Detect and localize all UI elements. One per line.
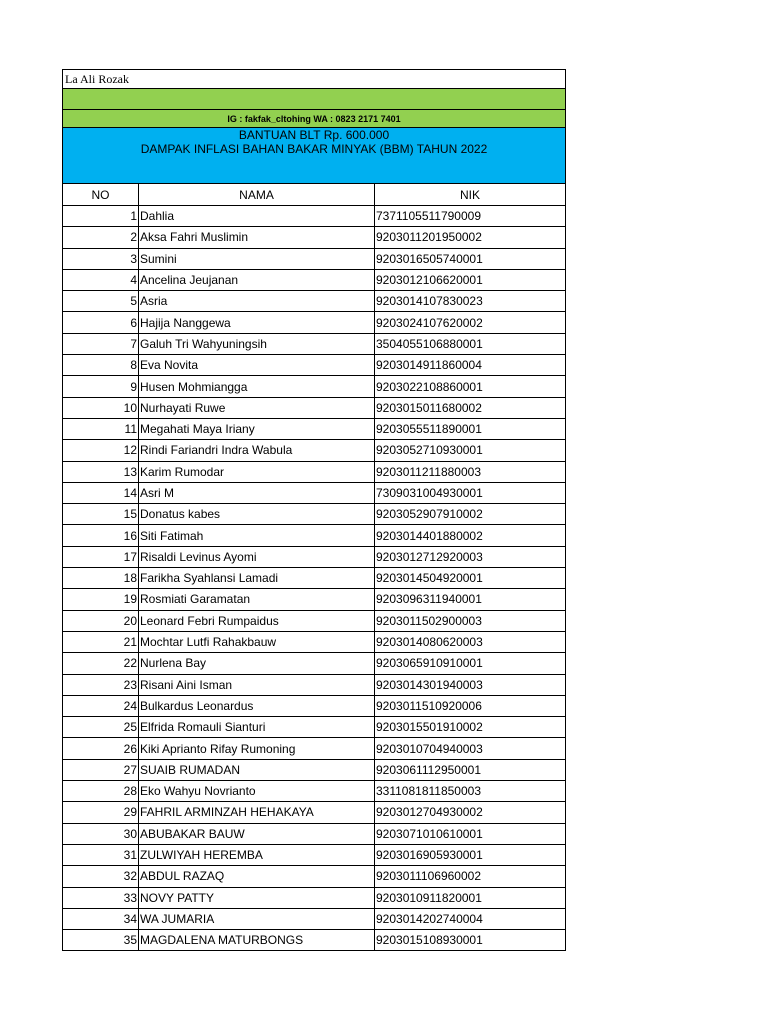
table-row — [63, 418, 566, 439]
nik-cell[interactable]: 9203014080620003 — [375, 631, 566, 652]
nik-cell[interactable]: 9203065910910001 — [375, 653, 566, 674]
no-cell[interactable]: 30 — [63, 823, 139, 844]
nik-cell[interactable]: 9203052907910002 — [375, 504, 566, 525]
table-row — [63, 908, 566, 929]
nama-cell[interactable]: Farikha Syahlansi Lamadi — [139, 568, 375, 589]
nik-cell[interactable]: 9203012106620001 — [375, 269, 566, 290]
nik-cell[interactable]: 9203071010610001 — [375, 823, 566, 844]
table-row — [63, 206, 566, 227]
no-cell[interactable]: 25 — [63, 717, 139, 738]
table-row — [63, 823, 566, 844]
nama-cell[interactable]: Leonard Febri Rumpaidus — [139, 610, 375, 631]
no-cell[interactable]: 10 — [63, 397, 139, 418]
table-row — [63, 440, 566, 461]
nama-cell[interactable]: Siti Fatimah — [139, 525, 375, 546]
table-row — [63, 738, 566, 759]
table-row — [63, 397, 566, 418]
nama-cell[interactable]: Dahlia — [139, 206, 375, 227]
green-blank-row — [63, 89, 566, 110]
nama-cell[interactable]: NOVY PATTY — [139, 887, 375, 908]
nik-cell[interactable]: 9203014504920001 — [375, 568, 566, 589]
no-cell[interactable]: 29 — [63, 802, 139, 823]
nama-cell[interactable]: MAGDALENA MATURBONGS — [139, 930, 375, 951]
nik-cell[interactable]: 9203052710930001 — [375, 440, 566, 461]
table-row — [63, 866, 566, 887]
no-cell[interactable]: 33 — [63, 887, 139, 908]
nama-cell[interactable]: Bulkardus Leonardus — [139, 695, 375, 716]
nik-cell[interactable]: 9203010704940003 — [375, 738, 566, 759]
nama-cell[interactable]: Megahati Maya Iriany — [139, 418, 375, 439]
table-row — [63, 887, 566, 908]
nama-cell[interactable]: Galuh Tri Wahyuningsih — [139, 333, 375, 354]
table-row — [63, 631, 566, 652]
nik-cell[interactable]: 9203015108930001 — [375, 930, 566, 951]
table-row — [63, 376, 566, 397]
no-cell[interactable]: 23 — [63, 674, 139, 695]
contact-row — [63, 110, 566, 128]
nik-cell[interactable]: 9203012712920003 — [375, 546, 566, 567]
no-cell[interactable]: 32 — [63, 866, 139, 887]
nama-cell[interactable]: Rosmiati Garamatan — [139, 589, 375, 610]
no-cell[interactable]: 6 — [63, 312, 139, 333]
nama-cell[interactable]: Nurlena Bay — [139, 653, 375, 674]
data-rows — [63, 206, 566, 951]
nama-cell[interactable]: Eko Wahyu Novrianto — [139, 781, 375, 802]
no-cell[interactable]: 27 — [63, 759, 139, 780]
table-row — [63, 844, 566, 865]
nama-cell[interactable]: ZULWIYAH HEREMBA — [139, 844, 375, 865]
title-line-1: BANTUAN BLT Rp. 600.000 — [238, 128, 390, 142]
no-cell[interactable]: 31 — [63, 844, 139, 865]
table-row — [63, 355, 566, 376]
nama-cell[interactable]: Karim Rumodar — [139, 461, 375, 482]
nik-cell[interactable]: 9203016505740001 — [375, 248, 566, 269]
no-cell[interactable]: 1 — [63, 206, 139, 227]
no-cell[interactable]: 13 — [63, 461, 139, 482]
nama-cell[interactable]: ABUBAKAR BAUW — [139, 823, 375, 844]
no-cell[interactable]: 19 — [63, 589, 139, 610]
table-row — [63, 227, 566, 248]
nik-cell[interactable]: 3311081811850003 — [375, 781, 566, 802]
nama-cell[interactable]: FAHRIL ARMINZAH HEHAKAYA — [139, 802, 375, 823]
green-blank-cell[interactable] — [63, 89, 566, 110]
nama-cell[interactable]: SUAIB RUMADAN — [139, 759, 375, 780]
nama-cell[interactable]: Hajija Nanggewa — [139, 312, 375, 333]
author-cell[interactable]: La Ali Rozak — [63, 70, 566, 89]
table-row — [63, 717, 566, 738]
nik-cell[interactable]: 9203024107620002 — [375, 312, 566, 333]
nik-cell[interactable]: 9203022108860001 — [375, 376, 566, 397]
table-row — [63, 248, 566, 269]
no-cell[interactable]: 9 — [63, 376, 139, 397]
nama-cell[interactable]: Eva Novita — [139, 355, 375, 376]
nama-cell[interactable]: Asria — [139, 291, 375, 312]
nik-cell[interactable]: 9203014202740004 — [375, 908, 566, 929]
table-row — [63, 695, 566, 716]
table-row — [63, 269, 566, 290]
no-cell[interactable]: 11 — [63, 418, 139, 439]
nik-cell[interactable]: 9203011211880003 — [375, 461, 566, 482]
nama-cell[interactable]: Donatus kabes — [139, 504, 375, 525]
no-cell[interactable]: 24 — [63, 695, 139, 716]
beneficiary-sheet — [62, 69, 566, 951]
no-cell[interactable]: 3 — [63, 248, 139, 269]
nik-cell[interactable]: 7309031004930001 — [375, 482, 566, 503]
no-cell[interactable]: 17 — [63, 546, 139, 567]
no-cell[interactable]: 8 — [63, 355, 139, 376]
header-nama[interactable]: NAMA — [139, 184, 375, 206]
no-cell[interactable]: 4 — [63, 269, 139, 290]
table-row — [63, 291, 566, 312]
nik-cell[interactable]: 9203014911860004 — [375, 355, 566, 376]
no-cell[interactable]: 20 — [63, 610, 139, 631]
nik-cell[interactable]: 9203014301940003 — [375, 674, 566, 695]
nik-cell[interactable]: 9203011201950002 — [375, 227, 566, 248]
table-row — [63, 781, 566, 802]
table-row — [63, 759, 566, 780]
title-line-2: DAMPAK INFLASI BAHAN BAKAR MINYAK (BBM) TAHUN 2022 — [140, 142, 488, 156]
nik-cell[interactable]: 9203012704930002 — [375, 802, 566, 823]
no-cell[interactable]: 34 — [63, 908, 139, 929]
table-row — [63, 546, 566, 567]
nik-cell[interactable]: 9203011106960002 — [375, 866, 566, 887]
nik-cell[interactable]: 9203015011680002 — [375, 397, 566, 418]
nama-cell[interactable]: Ancelina Jeujanan — [139, 269, 375, 290]
header-row — [63, 184, 566, 206]
no-cell[interactable]: 16 — [63, 525, 139, 546]
no-cell[interactable]: 12 — [63, 440, 139, 461]
nama-cell[interactable]: Nurhayati Ruwe — [139, 397, 375, 418]
nik-cell[interactable]: 9203010911820001 — [375, 887, 566, 908]
no-cell[interactable]: 15 — [63, 504, 139, 525]
nik-cell[interactable]: 9203014401880002 — [375, 525, 566, 546]
no-cell[interactable]: 18 — [63, 568, 139, 589]
nama-cell[interactable]: Risani Aini Isman — [139, 674, 375, 695]
nik-cell[interactable]: 9203011502900003 — [375, 610, 566, 631]
no-cell[interactable]: 14 — [63, 482, 139, 503]
no-cell[interactable]: 7 — [63, 333, 139, 354]
table-row — [63, 802, 566, 823]
nik-cell[interactable]: 7371105511790009 — [375, 206, 566, 227]
table-row — [63, 568, 566, 589]
nama-cell[interactable]: Elfrida Romauli Sianturi — [139, 717, 375, 738]
nama-cell[interactable]: Husen Mohmiangga — [139, 376, 375, 397]
table-row — [63, 610, 566, 631]
nama-cell[interactable]: Rindi Fariandri Indra Wabula — [139, 440, 375, 461]
nik-cell[interactable]: 9203061112950001 — [375, 759, 566, 780]
title-cell[interactable] — [63, 128, 566, 184]
nik-cell[interactable]: 9203055511890001 — [375, 418, 566, 439]
table-row — [63, 461, 566, 482]
no-cell[interactable]: 22 — [63, 653, 139, 674]
nama-cell[interactable]: Risaldi Levinus Ayomi — [139, 546, 375, 567]
nama-cell[interactable]: WA JUMARIA — [139, 908, 375, 929]
table-row — [63, 653, 566, 674]
nama-cell[interactable]: Kiki Aprianto Rifay Rumoning — [139, 738, 375, 759]
table-row — [63, 482, 566, 503]
nik-cell[interactable]: 9203016905930001 — [375, 844, 566, 865]
table-row — [63, 312, 566, 333]
table-row — [63, 504, 566, 525]
no-cell[interactable]: 21 — [63, 631, 139, 652]
header-nik[interactable]: NIK — [375, 184, 566, 206]
header-no[interactable]: NO — [63, 184, 139, 206]
nama-cell[interactable]: Mochtar Lutfi Rahakbauw — [139, 631, 375, 652]
nama-cell[interactable]: Asri M — [139, 482, 375, 503]
nik-cell[interactable]: 9203015501910002 — [375, 717, 566, 738]
table-row — [63, 525, 566, 546]
no-cell[interactable]: 5 — [63, 291, 139, 312]
contact-cell[interactable]: IG : fakfak_cltohing WA : 0823 2171 7401 — [63, 110, 566, 128]
nama-cell[interactable]: Sumini — [139, 248, 375, 269]
table-row — [63, 674, 566, 695]
title-row — [63, 128, 566, 184]
nik-cell[interactable]: 9203096311940001 — [375, 589, 566, 610]
table-row — [63, 930, 566, 951]
nik-cell[interactable]: 9203011510920006 — [375, 695, 566, 716]
author-row — [63, 70, 566, 89]
no-cell[interactable]: 2 — [63, 227, 139, 248]
nama-cell[interactable]: ABDUL RAZAQ — [139, 866, 375, 887]
no-cell[interactable]: 26 — [63, 738, 139, 759]
no-cell[interactable]: 35 — [63, 930, 139, 951]
nik-cell[interactable]: 9203014107830023 — [375, 291, 566, 312]
nama-cell[interactable]: Aksa Fahri Muslimin — [139, 227, 375, 248]
table-row — [63, 589, 566, 610]
table-row — [63, 333, 566, 354]
no-cell[interactable]: 28 — [63, 781, 139, 802]
nik-cell[interactable]: 3504055106880001 — [375, 333, 566, 354]
